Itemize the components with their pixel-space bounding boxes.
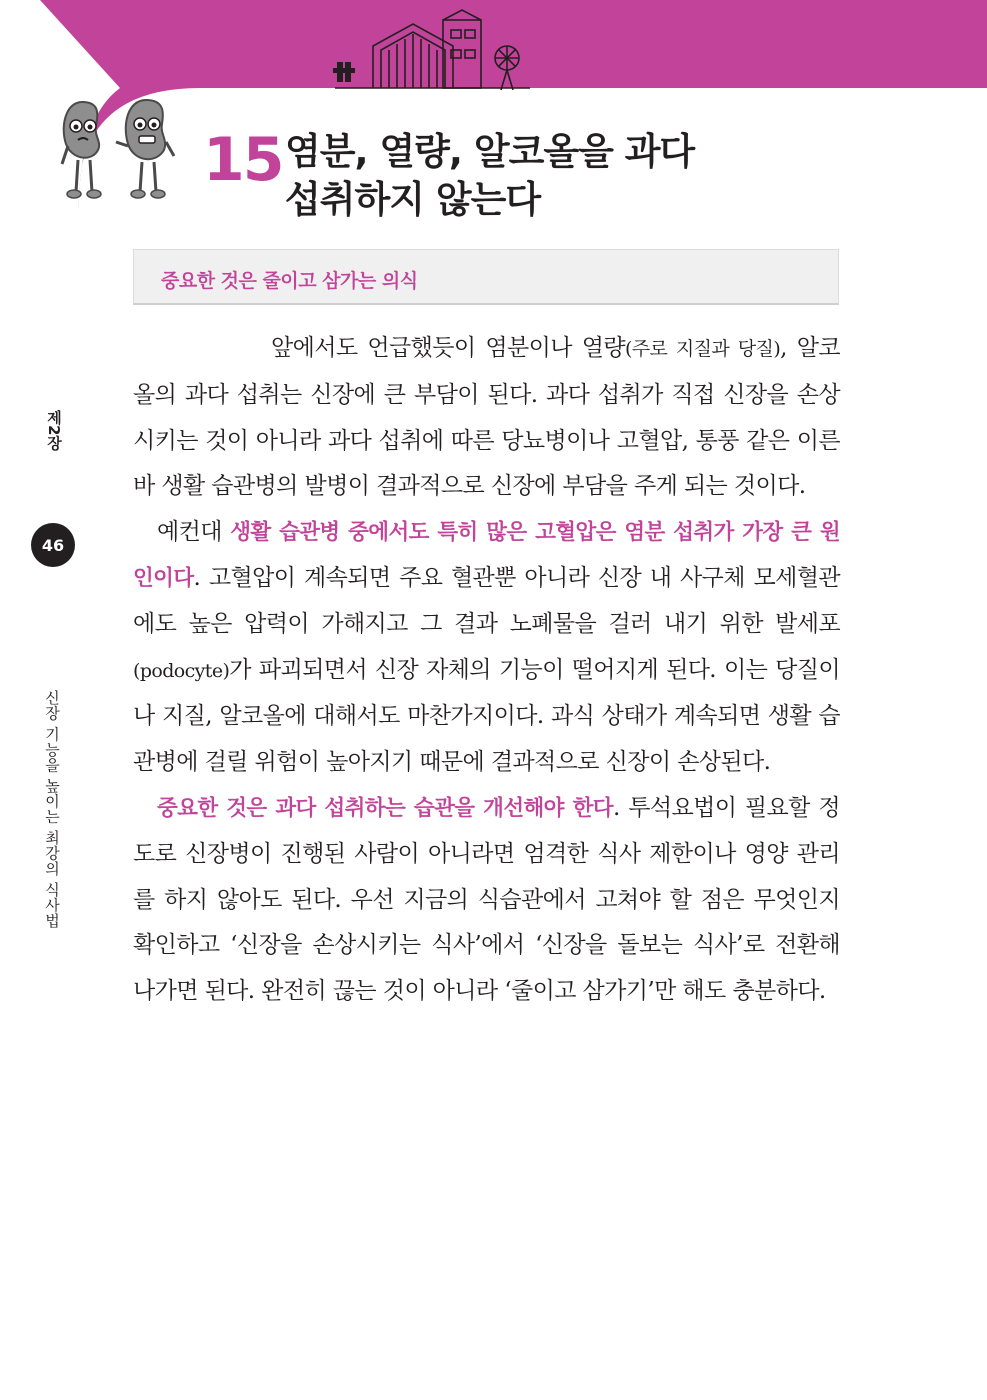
- paragraph-2-start: 예컨대: [157, 519, 231, 546]
- barn-illustration: [325, 6, 530, 90]
- paragraph-1-rest: , 알코올의 과다 섭취는 신장에 큰 부담이 된다. 과다 섭취가 직접 신장을 손상시키는 것이 아니라 과다 섭취에 따른 당뇨병이나 고혈압, 통풍 같은 이른바 생활 습관병의 발병이 결과적으로 신장에 부담을 주게 되는 것이다.: [133, 335, 840, 500]
- paragraph-3: [133, 786, 840, 1015]
- chapter-title: [285, 128, 845, 224]
- chapter-number: 15: [203, 125, 283, 195]
- paragraph-2-end: 가 파괴되면서 신장 자체의 기능이 떨어지게 된다. 이는 당질이나 지질, 알코올에 대해서도 마찬가지이다. 과식 상태가 계속되면 생활 습관병에 걸릴 위험이 높아지기 때문에 결과적으로 신장이 손상된다.: [133, 656, 840, 776]
- paragraph-2-highlight: 생활 습관병 중에서도 특히 많은 고혈압은 염분 섭취가 가장 큰 원인이다: [133, 520, 840, 591]
- chapter-title-line-2: 섭취하지 않는다: [285, 178, 541, 221]
- kidney-characters-icon: [60, 96, 190, 200]
- paragraph-2-note: (podocyte): [133, 659, 230, 682]
- paragraph-1-note: (주로 지질과 당질): [624, 338, 781, 360]
- side-book-title: 신장 기능을 높이는 최강의 식사법: [43, 690, 61, 929]
- paragraph-3-rest: . 투석요법이 필요할 정도로 신장병이 진행된 사람이 아니라면 엄격한 식사 제한이나 영양 관리를 하지 않아도 된다. 우선 지금의 식습관에서 고쳐야 할 점은 무엇인지 확인하고 ‘신장을 손상시키는 식사’에서 ‘신장을 돌보는 식사’로 전환해 나가면 된다. 완전히 끊는 것이 아니라 ‘줄이고 삼가기’만 해도 충분하다.: [133, 794, 840, 1005]
- page-number: 46: [31, 523, 75, 567]
- chapter-title-line-1: 염분, 열량, 알코올을 과다: [285, 130, 695, 173]
- body-text: [133, 326, 840, 1015]
- paragraph-1-text: 앞에서도 언급했듯이 염분이나 열량: [271, 335, 625, 361]
- subheading-box: [133, 249, 839, 305]
- side-chapter-label: 제2장: [45, 410, 63, 451]
- paragraph-3-highlight: 중요한 것은 과다 섭취하는 습관을 개선해야 한다: [157, 795, 613, 821]
- paragraph-2-mid: . 고혈압이 계속되면 주요 혈관뿐 아니라 신장 내 사구체 모세혈관에도 높은 압력이 가해지고 그 결과 노폐물을 걸러 내기 위한 발세포: [133, 564, 840, 637]
- subheading: 중요한 것은 줄이고 삼가는 의식: [161, 270, 418, 292]
- paragraph-2: [133, 510, 840, 786]
- paragraph-1: [133, 326, 840, 510]
